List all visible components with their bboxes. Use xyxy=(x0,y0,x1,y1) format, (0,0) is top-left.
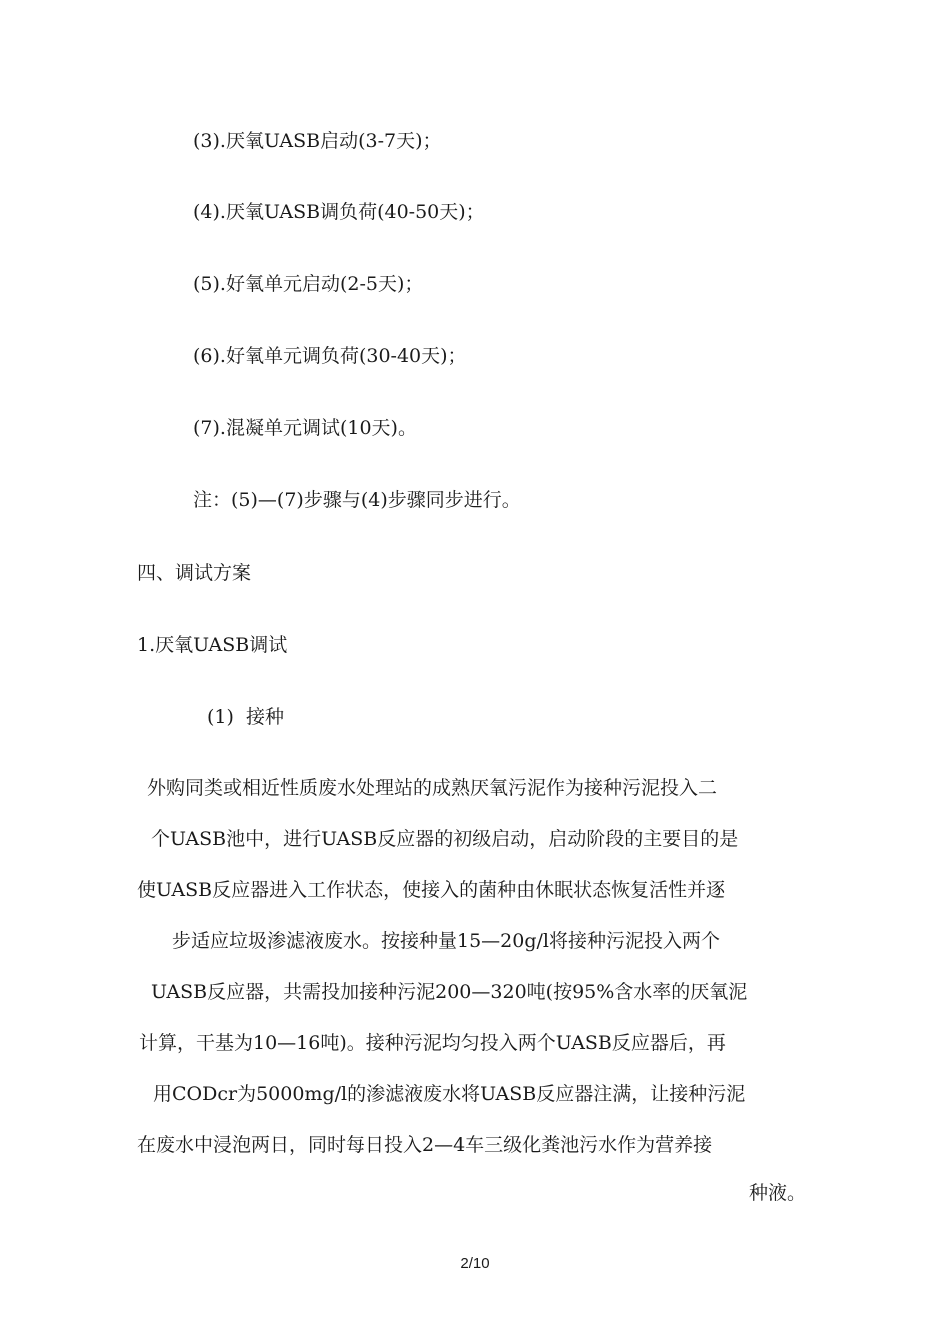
paragraph-line: 个UASB池中，进行UASB反应器的初级启动，启动阶段的主要目的是 xyxy=(151,828,739,850)
page-number: 2/10 xyxy=(460,1255,490,1272)
subsection-heading: 1.厌氧UASB调试 xyxy=(137,634,288,656)
paragraph-line: 计算，干基为10—16吨)。接种污泥均匀投入两个UASB反应器后，再 xyxy=(139,1032,726,1054)
paragraph-line: UASB反应器，共需投加接种污泥200—320吨(按95%含水率的厌氧泥 xyxy=(151,981,748,1003)
paragraph-line: 步适应垃圾渗滤液废水。按接种量15—20g/l将接种污泥投入两个 xyxy=(172,930,720,952)
paragraph-line: 种液。 xyxy=(749,1182,807,1204)
section-heading: 四、调试方案 xyxy=(137,562,252,584)
paragraph-line: 使UASB反应器进入工作状态，使接入的菌种由休眠状态恢复活性并逐 xyxy=(137,879,726,901)
step-4: (4).厌氧UASB调负荷(40-50天)； xyxy=(193,201,485,223)
steps-note: 注：(5)—(7)步骤与(4)步骤同步进行。 xyxy=(193,489,521,511)
paragraph-line: 在废水中浸泡两日，同时每日投入2—4车三级化粪池污水作为营养接 xyxy=(137,1134,713,1156)
inoculation-paragraph xyxy=(137,776,815,1206)
step-7: (7).混凝单元调试(10天)。 xyxy=(193,417,417,439)
step-6: (6).好氧单元调负荷(30-40天)； xyxy=(193,345,467,367)
step-5: (5).好氧单元启动(2-5天)； xyxy=(193,273,424,295)
paragraph-line: 用CODcr为5000mg/l的渗滤液废水将UASB反应器注满，让接种污泥 xyxy=(153,1083,746,1105)
paragraph-line: 外购同类或相近性质废水处理站的成熟厌氧污泥作为接种污泥投入二 xyxy=(147,777,718,799)
step-3: (3).厌氧UASB启动(3-7天)； xyxy=(193,130,442,152)
item-heading: (1) 接种 xyxy=(207,706,284,728)
